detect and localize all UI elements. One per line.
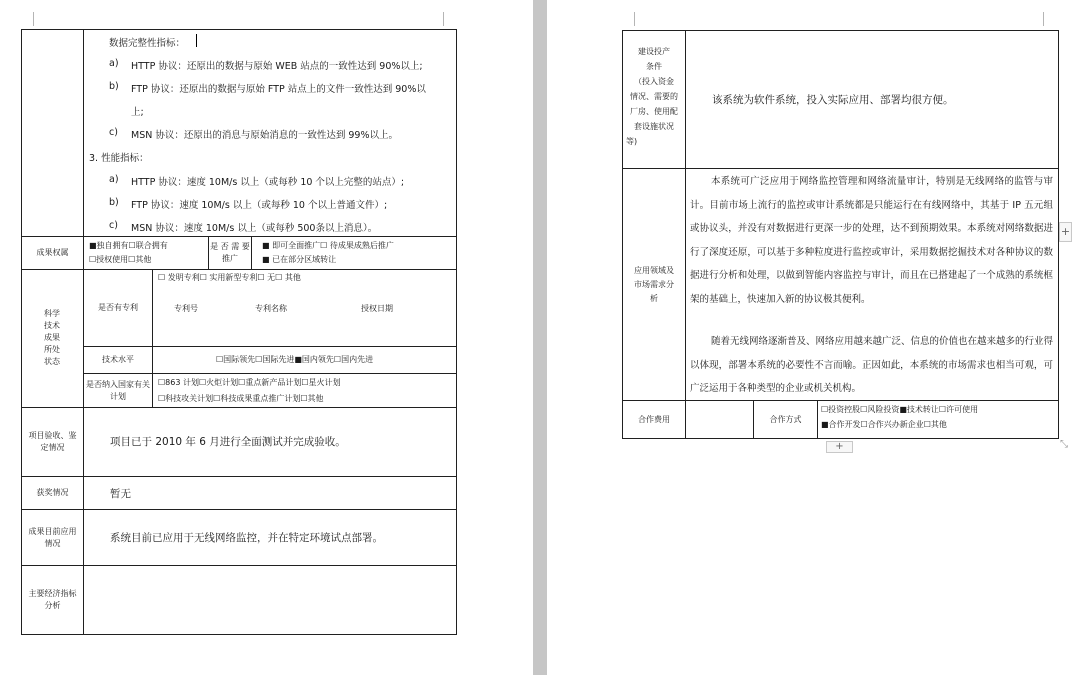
- market-paragraph: 本系统可广泛应用于网络监控管理和网络流量审计，特别是无线网络的监管与审计。目前市场上流行的监控或审计系统都是只能运行在有线网络中，其基于 IP 五元组或协议头，并没有对数据进行更深一步的处理，达不到预期效果。本系统对网络数据进行了深度还原，可以基于多种粒度进行监控或审计，采用数据挖掘技术对各种协议的数据进行分析和处理，以做到智能内容监控与审计，而且在已搭建起了一个成熟的系统框架的基础上，快速加入新的协议极其便利。: [690, 176, 1053, 305]
- list-item: MSN 协议：还原出的消息与原始消息的一致性达到 99%以上。: [131, 130, 398, 141]
- list-marker: c): [109, 127, 118, 138]
- application-text: 系统目前已应用于无线网络监控，并在特定环境试点部署。: [110, 532, 383, 544]
- list-marker: b): [109, 197, 119, 208]
- table-resize-handle-icon[interactable]: ⤡: [1060, 439, 1068, 450]
- plan-label: 是否纳入国家有关计划: [86, 379, 150, 401]
- patent-types: ☐ 发明专利☐ 实用新型专利☐ 无☐ 其他: [158, 273, 301, 282]
- cooperation-cost-value: [686, 401, 753, 438]
- cooperation-cost-label: 合作费用: [638, 414, 670, 424]
- patent-header: 授权日期: [361, 304, 393, 313]
- label-line: 等): [626, 137, 638, 146]
- crop-mark: [443, 12, 444, 26]
- market-label: [623, 264, 685, 314]
- page-gutter: [533, 0, 547, 675]
- awards-text: 暂无: [110, 488, 131, 500]
- promote-label: 是 否 需 要推广: [210, 242, 250, 263]
- ownership-option: ■独自拥有☐联合拥有: [89, 241, 168, 250]
- label-line: 厂房、使用配: [630, 107, 678, 116]
- ownership-option: ☐授权使用☐其他: [89, 255, 152, 264]
- tech-level-label: 技术水平: [102, 355, 134, 364]
- economics-label: 主要经济指标分析: [28, 589, 77, 610]
- label-line: 情况、需要的: [630, 92, 678, 101]
- document-page-right: [547, 0, 1081, 675]
- label-line: 套设施状况: [634, 122, 674, 131]
- plan-option: ☐863 计划☐火炬计划☐重点新产品计划☐星火计划: [158, 378, 341, 387]
- add-row-button[interactable]: +: [826, 441, 853, 453]
- label-line: 市场需求分: [634, 280, 674, 289]
- conditions-label: [623, 44, 685, 154]
- promote-option: ■ 已在部分区域转让: [262, 255, 337, 264]
- list-marker: c): [109, 220, 118, 231]
- document-page-left: [0, 0, 533, 675]
- label-line: 析: [650, 294, 658, 303]
- label-line: （投入资金: [634, 77, 674, 86]
- acceptance-text: 项目已于 2010 年 6 月进行全面测试并完成验收。: [110, 436, 346, 448]
- label-line: 应用领域及: [634, 266, 674, 275]
- tech-level-options: ☐国际领先☐国际先进■国内领先☐国内先进: [216, 355, 374, 364]
- crop-mark: [33, 12, 34, 26]
- list-item: FTP 协议：速度 10M/s 以上（或每秒 10 个以上普通文件）;: [131, 200, 388, 211]
- list-item: HTTP 协议：还原出的数据与原始 WEB 站点的一致性达到 90%以上;: [131, 61, 423, 72]
- list-item-continued: 上;: [131, 107, 144, 118]
- add-column-button[interactable]: +: [1059, 222, 1072, 242]
- performance-title: 3. 性能指标：: [89, 153, 149, 164]
- crop-mark: [634, 12, 635, 26]
- patent-header: 专利号: [174, 304, 198, 313]
- list-item: HTTP 协议：速度 10M/s 以上（或每秒 10 个以上完整的站点）;: [131, 177, 405, 188]
- cooperation-mode-option: ■合作开发☐合作兴办新企业☐其他: [821, 420, 947, 429]
- market-paragraph: 随着无线网络逐渐普及、网络应用越来越广泛、信息的价值也在越来越多的行业得以体现，部署本系统的必要性不言而喻。正因如此，本系统的市场需求也相当可观，可广泛运用于各种类型的企业或机关机构。: [690, 336, 1054, 394]
- completeness-title: 数据完整性指标：: [109, 38, 186, 49]
- plan-option: ☐科技攻关计划☐科技成果重点推广计划☐其他: [158, 394, 324, 403]
- patent-label: 是否有专利: [98, 303, 138, 312]
- awards-label: 获奖情况: [36, 488, 69, 497]
- list-marker: a): [109, 174, 119, 185]
- status-label: 科学技术成果所处状态: [44, 309, 60, 366]
- ownership-label: 成果权属: [36, 248, 69, 257]
- application-label: 成果目前应用情况: [28, 526, 77, 548]
- list-item: FTP 协议：还原出的数据与原始 FTP 站点上的文件一致性达到 90%以: [131, 84, 426, 95]
- cooperation-mode-option: ☐投资控股☐风险投资■技术转让☐许可使用: [821, 405, 979, 414]
- list-item: MSN 协议：速度 10M/s 以上（或每秒 500条以上消息）。: [131, 223, 378, 234]
- patent-header: 专利名称: [255, 304, 287, 313]
- cooperation-mode-label: 合作方式: [769, 414, 802, 424]
- list-marker: a): [109, 58, 119, 69]
- acceptance-label: 项目验收、鉴定情况: [28, 431, 77, 452]
- conditions-text: 该系统为软件系统，投入实际应用、部署均很方便。: [712, 94, 954, 106]
- text-cursor: [196, 34, 197, 47]
- crop-mark: [1043, 12, 1044, 26]
- list-marker: b): [109, 81, 119, 92]
- label-line: 建设投产: [638, 47, 670, 56]
- promote-option: ■ 即可全面推广☐ 待成果成熟后推广: [262, 241, 394, 250]
- label-line: 条件: [646, 62, 662, 71]
